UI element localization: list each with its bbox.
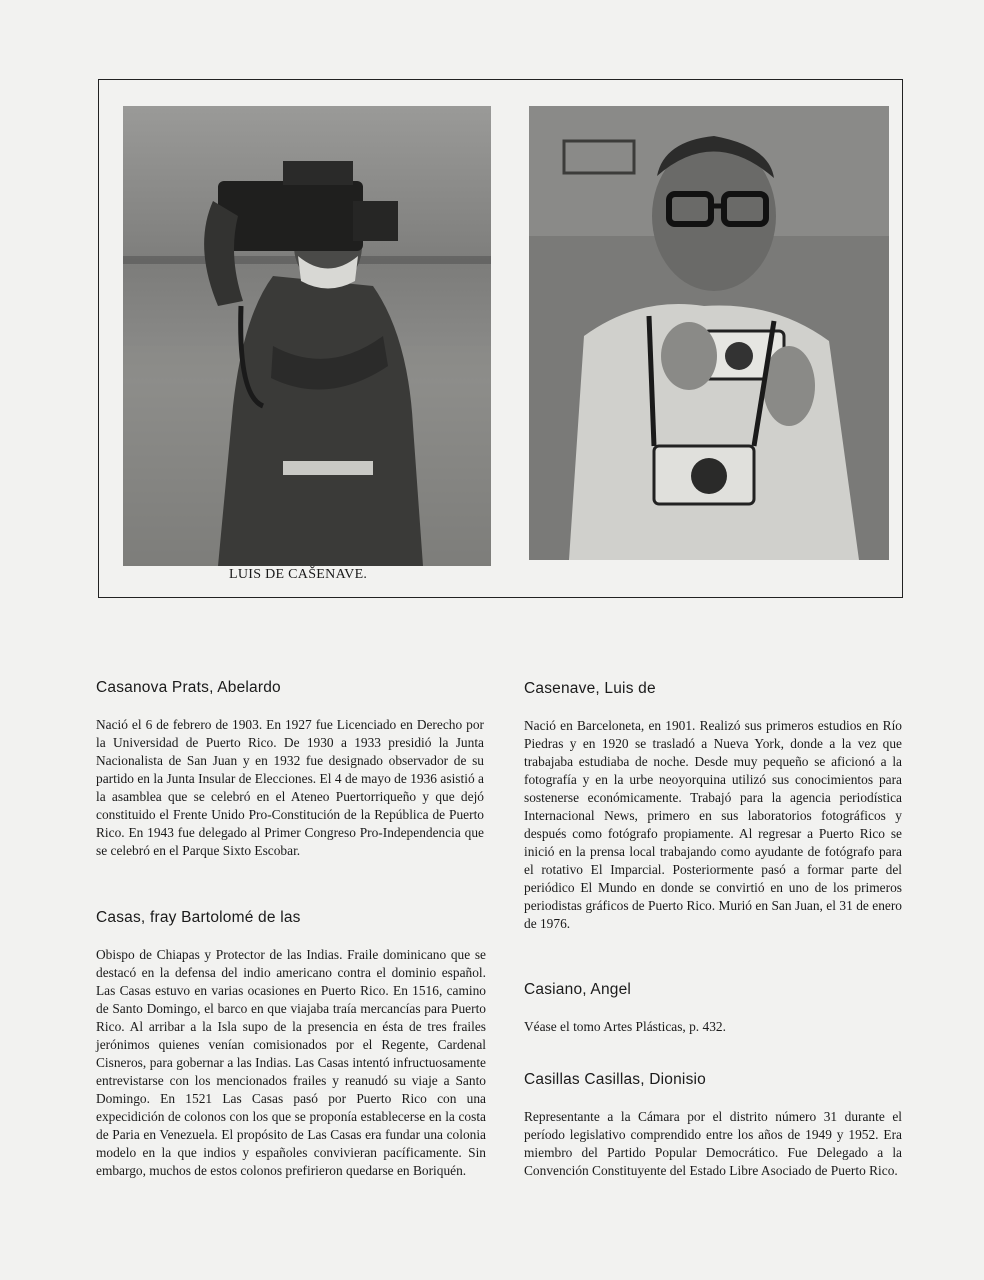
entry-title: Casiano, Angel bbox=[524, 981, 632, 998]
photo-cameraman-masked bbox=[123, 106, 491, 566]
entry-casenave-luis bbox=[524, 680, 902, 933]
entry-title: Casanova Prats, Abelardo bbox=[96, 679, 281, 696]
entry-title: Casenave, Luis de bbox=[524, 680, 656, 697]
photo-luis-de-casenave bbox=[529, 106, 889, 560]
entry-casanova-prats bbox=[96, 679, 484, 860]
entry-text: Obispo de Chiapas y Protector de las Indias. Fraile dominicano que se destacó en la defensa del indio americano contra el dominio español. Las Casas estuvo en varias ocasiones en Puerto Rico. En 1516, camino de Santo Domingo, el barco en que viajaba traía mercancías para Puerto Rico. Al arribar a la Isla supo de la presencia en ésta de tres frailes jerónimos quienes venían comisionados por el Regente, Cardenal Cisneros, para gobernar a las Indias. Las Casas intentó infructuosamente entrevistarse con los mencionados frailes y reanudó su viaje a Santo Domingo. En 1521 Las Casas pasó por Puerto Rico con una expecidición de colonos con los que se proponía establecerse en la costa de Paria en Venezuela. El propósito de Las Casas era fundar una colonia modelo en la que indios y españoles convivieran pacíficamente. Sin embargo, muchos de estos colonos prefirieron quedarse en Boriquén. bbox=[96, 947, 486, 1178]
entry-text: Nació el 6 de febrero de 1903. En 1927 fue Licenciado en Derecho por la Universidad de Puerto Rico. De 1930 a 1933 presidió la Junta Nacionalista de San Juan y en 1932 fue designado observador de su partido en la Junta Insular de Elecciones. El 4 de mayo de 1936 asistió a la asamblea que se celebró en el Ateneo Puertorriqueño y que dejó constituido el Frente Unido Pro-Constitución de la República de Puerto Rico. En 1943 fue delegado al Primer Congreso Pro-Independencia que se celebró en el Parque Sixto Escobar. bbox=[96, 717, 484, 858]
entry-title: Casas, fray Bartolomé de las bbox=[96, 909, 301, 926]
entry-text: Representante a la Cámara por el distrito número 31 durante el período legislativo comprendido entre los años de 1949 y 1952. Era miembro del Partido Popular Democrático. Fue Delegado a la Convención Constituyente del Estado Libre Asociado de Puerto Rico. bbox=[524, 1109, 902, 1178]
photo-frame bbox=[98, 79, 903, 598]
entry-text: Nació en Barceloneta, en 1901. Realizó sus primeros estudios en Río Piedras y en 1920 se trasladó a Nueva York, donde a la vez que trabajaba estudiaba de noche. Desde muy pequeño se aficionó a la fotografía y en la urbe neoyorquina utilizó sus conocimientos para sostenerse económicamente. Trabajó para la agencia periodística Internacional News, primero en sus laboratorios fotográficos y después como fotógrafo propiamente. Al regresar a Puerto Rico se inició en la prensa local trabajando como ayudante de fotógrafo para el rotativo El Imparcial. Posteriormente pasó a formar parte del periódico El Mundo en donde se convirtió en uno de los primeros periodistas gráficos de Puerto Rico. Murió en San Juan, el 31 de enero de 1976. bbox=[524, 718, 902, 931]
entry-casas-bartolome bbox=[96, 909, 486, 1180]
entry-casillas-dionisio bbox=[524, 1071, 902, 1180]
entry-text: Véase el tomo Artes Plásticas, p. 432. bbox=[524, 1019, 726, 1034]
entry-casiano-angel bbox=[524, 981, 902, 1036]
figure-caption: LUIS DE CAŠENAVE. bbox=[229, 567, 368, 582]
entry-title: Casillas Casillas, Dionisio bbox=[524, 1071, 706, 1088]
